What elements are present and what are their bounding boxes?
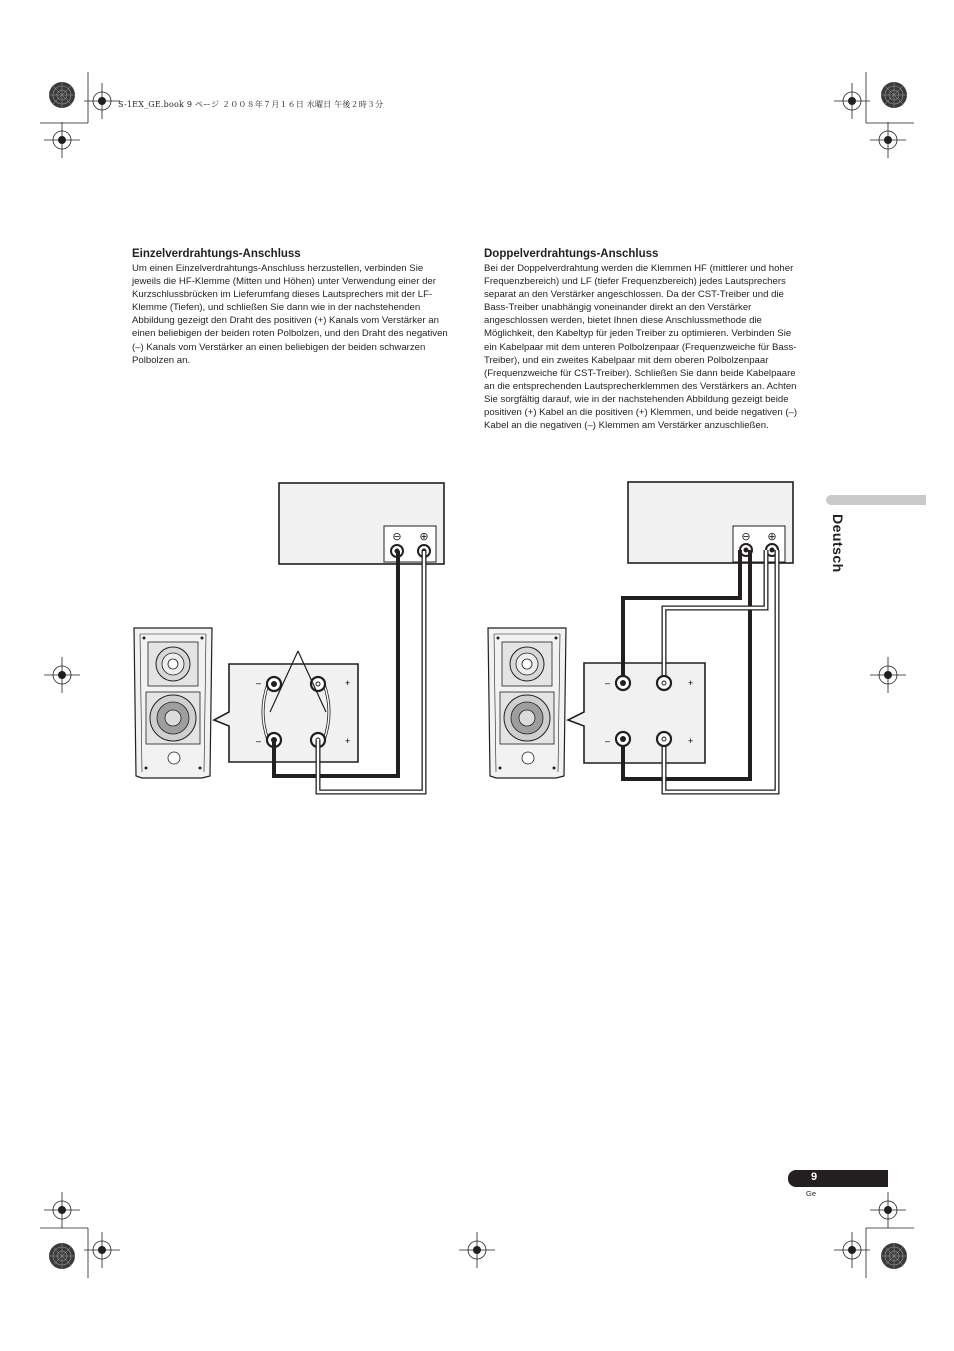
- amp-plus-symbol: ⊕: [419, 530, 429, 543]
- bi-wiring-body: Bei der Doppelverdrahtung werden die Klemmen HF (mittlerer und hoher Frequenzbereich) und LF (tiefer Frequenzbereich) jedes Lautsprechers separat an den Verstärker angeschlossen. Da der CST-Treiber und die Bass-Treiber unabhängig voneinander direkt an den Verstärker angeschlossen werden, bietet Ihnen diese Anschlussmethode die Möglichkeit, den Kabeltyp für jeden Treiber zu optimieren. Verbinden Sie ein Kabelpaar mit dem unteren Polbolzenpaar (Frequenzweiche für Bass-Treiber), und ein zweites Kabelpaar mit dem oberen Polbolzenpaar (Frequenzweiche für CST-Treiber). Schließen Sie dann beide Kabelpaare an die entsprechenden Lautsprecherklemmen des Verstärkers an. Achten Sie sorgfältig darauf, wie in der nachstehenden Abbildung gezeigt beide positiven (+) Kabel an die positiven (+) Klemmen, und beide negativen (–) Kabel an die negativen (–) Klemmen am Verstärker anzuschließen.: [484, 263, 798, 432]
- bi-wiring-title: Doppelverdrahtungs-Anschluss: [484, 248, 659, 260]
- terminal-plus-label-top: +: [345, 678, 351, 688]
- bi-terminal-minus-label-bottom: –: [605, 736, 611, 746]
- single-wiring-body: Um einen Einzelverdrahtungs-Anschluss herzustellen, verbinden Sie jeweils die HF-Klemme (Mitten und Höhen) unter Verwendung einer der Kurzschlussbrücken im Lieferumfang dieses Lautsprechers mit der LF-Klemme (Tiefen), und schließen Sie dann wie in der nachstehenden Abbildung gezeigt den Draht des positiven (+) Kanals vom Verstärker an einen beliebigen der beiden roten Polbolzen, und den Draht des negativen (–) Kanals vom Verstärker an einen beliebigen der beiden schwarzen Polbolzen an.: [132, 263, 448, 366]
- amp-plus-symbol-bi: ⊕: [767, 530, 777, 543]
- bi-terminal-plus-label-bottom: +: [688, 736, 694, 746]
- page-language-code: Ge: [806, 1189, 817, 1198]
- language-tab-label: Deutsch: [830, 514, 846, 573]
- terminal-plus-label-bottom: +: [345, 736, 351, 746]
- amp-minus-symbol-bi: ⊖: [741, 530, 751, 543]
- amp-minus-symbol: ⊖: [392, 530, 402, 543]
- bi-wiring-diagram: [488, 482, 793, 792]
- single-wiring-title: Einzelverdrahtungs-Anschluss: [132, 248, 301, 260]
- speaker-cabinet-right: [488, 628, 566, 778]
- single-wiring-diagram: [134, 483, 444, 792]
- bi-terminal-plus-label-top: +: [688, 678, 694, 688]
- bi-terminal-minus-label-top: –: [605, 678, 611, 688]
- terminal-minus-label-bottom: –: [256, 736, 262, 746]
- terminal-minus-label-top: –: [256, 678, 262, 688]
- speaker-terminal-callout: [214, 664, 358, 762]
- speaker-terminal-callout-bi: [568, 663, 705, 763]
- printer-info: S-1EX_GE.book 9 ページ ２００８年７月１６日 水曜日 午後２時３分: [118, 100, 384, 109]
- page-number: 9: [810, 1171, 818, 1183]
- speaker-cabinet-left: [134, 628, 212, 778]
